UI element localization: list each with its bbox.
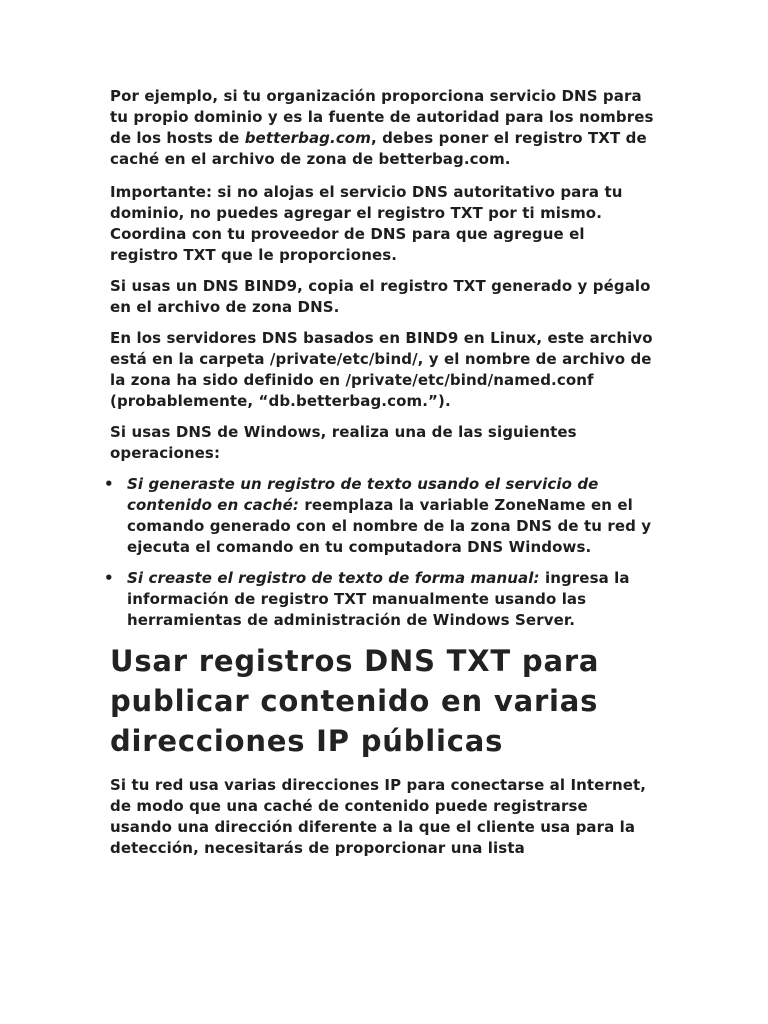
list-item-lead: Si generaste un registro de texto usando el servicio de contenido en caché:: [127, 475, 599, 514]
list-item: [104, 474, 655, 558]
section-heading: Usar registros DNS TXT para publicar contenido en varias direcciones IP públicas: [110, 644, 600, 758]
windows-operations-list: [104, 474, 655, 631]
paragraph-multiple-ips: Si tu red usa varias direcciones IP para conectarse al Internet, de modo que una caché de contenido puede registrarse usando una dirección diferente a la que el cliente usa para la detección, necesitarás de proporcionar una lista: [110, 776, 647, 857]
list-item-lead: Si creaste el registro de texto de forma manual:: [127, 569, 540, 587]
document-body: [104, 86, 655, 869]
paragraph-important-note: Importante: si no alojas el servicio DNS autoritativo para tu dominio, no puedes agregar el registro TXT por ti mismo. Coordina con tu proveedor de DNS para que agregue el registro TXT que le proporciones.: [110, 183, 623, 264]
paragraph-authoritative-dns: [110, 86, 655, 170]
list-item-text: reemplaza la variable ZoneName en el comando generado con el nombre de la zona DNS de tu red y ejecuta el comando en tu computadora DNS Windows.: [127, 496, 652, 556]
domain-name-emphasis: betterbag.com: [244, 129, 371, 147]
paragraph-text: Por ejemplo, si tu organización proporciona servicio DNS para tu propio dominio y es la fuente de autoridad para los nombres de los hosts de: [110, 87, 654, 147]
bullet-icon: •: [104, 475, 114, 493]
paragraph-bind9: Si usas un DNS BIND9, copia el registro TXT generado y pégalo en el archivo de zona DNS.: [110, 277, 651, 316]
bullet-icon: •: [104, 569, 114, 587]
list-item-text: ingresa la información de registro TXT manualmente usando las herramientas de administración de Windows Server.: [127, 569, 630, 629]
paragraph-windows-dns: Si usas DNS de Windows, realiza una de las siguientes operaciones:: [110, 423, 577, 462]
paragraph-text: , debes poner el registro TXT de caché en el archivo de zona de betterbag.com.: [110, 129, 647, 168]
list-item: [104, 568, 655, 631]
paragraph-bind9-linux-path: En los servidores DNS basados en BIND9 en Linux, este archivo está en la carpeta /private/etc/bind/, y el nombre de archivo de la zona ha sido definido en /private/etc/bind/named.conf (probablemente, “db.betterbag.com.”).: [110, 329, 653, 410]
